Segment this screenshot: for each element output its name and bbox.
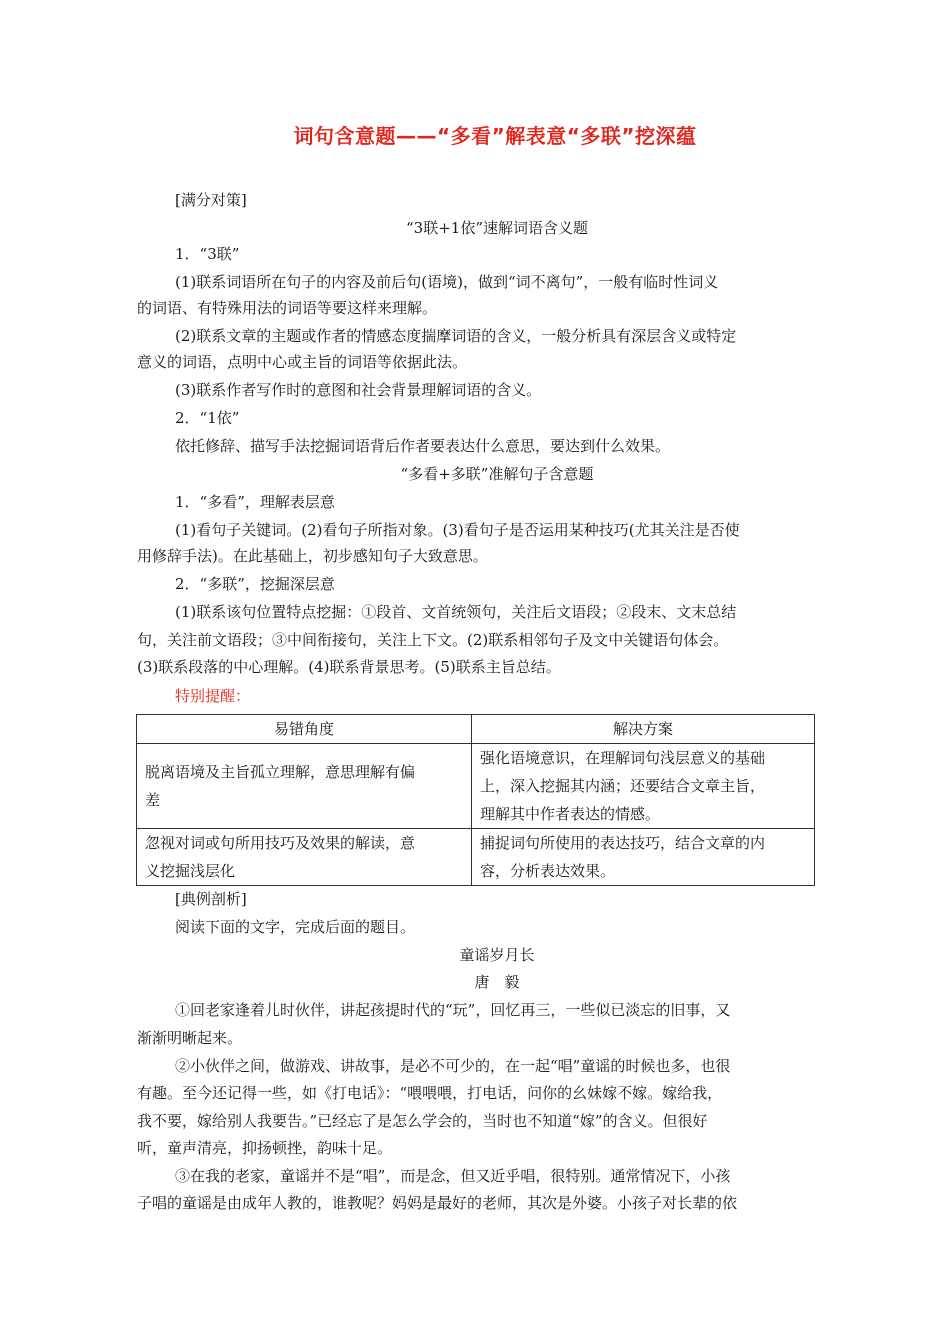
cell-line: 理解其中作者表达的情感。 bbox=[480, 805, 661, 823]
cell-line: 脱离语境及主旨孤立理解，意思理解有偏 bbox=[145, 763, 416, 781]
paragraph-line: 渐渐明晰起来。 bbox=[137, 1029, 243, 1047]
paragraph-line: 用修辞手法)。在此基础上，初步感知句子大致意思。 bbox=[137, 547, 488, 565]
paragraph-line: (1)联系词语所在句子的内容及前后句(语境)，做到“词不离句”，一般有临时性词义 bbox=[175, 273, 719, 291]
paragraph-line: 子唱的童谣是由成年人教的，谁教呢？妈妈是最好的老师，其次是外婆。小孩子对长辈的依 bbox=[137, 1194, 738, 1212]
table-row bbox=[137, 744, 815, 829]
paragraph-line: (1)联系该句位置特点挖掘：①段首、文首统领句，关注后文语段；②段末、文末总结 bbox=[175, 603, 737, 621]
table-cell bbox=[472, 829, 815, 886]
cell-line: 容，分析表达效果。 bbox=[480, 862, 616, 880]
cell-line: 强化语境意识，在理解词句浅层意义的基础 bbox=[480, 749, 766, 767]
table-cell bbox=[137, 744, 472, 829]
tips-table bbox=[136, 714, 815, 886]
paragraph-line: ②小伙伴之间，做游戏、讲故事，是必不可少的，在一起“唱”童谣的时候也多，也很 bbox=[175, 1057, 731, 1075]
table-row bbox=[137, 829, 815, 886]
cell-line: 差 bbox=[145, 791, 161, 809]
point-title: 1．“3联” bbox=[175, 245, 240, 263]
point-title: 2．“1依” bbox=[175, 409, 240, 427]
table-header-row bbox=[137, 715, 815, 744]
article-author: 唐 毅 bbox=[474, 973, 520, 991]
table-cell bbox=[137, 829, 472, 886]
page-title: 词句含意题——“多看”解表意“多联”挖深蕴 bbox=[293, 124, 697, 148]
paragraph-line: 的词语、有特殊用法的词语等要这样来理解。 bbox=[137, 299, 438, 317]
paragraph-line: (2)联系文章的主题或作者的情感态度揣摩词语的含义，一般分析具有深层含义或特定 bbox=[175, 327, 737, 345]
point-title: 1．“多看”，理解表层意 bbox=[175, 493, 335, 511]
table-header-cell: 易错角度 bbox=[137, 715, 472, 744]
subheading-word-meaning: “3联+1依”速解词语含义题 bbox=[406, 219, 588, 237]
section-tag-strategy: [满分对策] bbox=[175, 191, 247, 209]
paragraph-line: 句，关注前文语段；③中间衔接句，关注上下文。(2)联系相邻句子及文中关键语句体会。 bbox=[137, 631, 729, 649]
subheading-sentence-meaning: “多看+多联”准解句子含意题 bbox=[400, 465, 594, 483]
paragraph-line: (3)联系段落的中心理解。(4)联系背景思考。(5)联系主旨总结。 bbox=[137, 658, 561, 676]
special-notice-label: 特别提醒： bbox=[175, 687, 251, 705]
section-tag-example: [典例剖析] bbox=[175, 890, 247, 908]
paragraph-line: (1)看句子关键词。(2)看句子所指对象。(3)看句子是否运用某种技巧(尤其关注是否使 bbox=[175, 521, 740, 539]
paragraph-line: 听，童声清亮，抑扬顿挫，韵味十足。 bbox=[137, 1139, 393, 1157]
paragraph-line: 依托修辞、描写手法挖掘词语背后作者要表达什么意思，要达到什么效果。 bbox=[175, 437, 671, 455]
paragraph-line: (3)联系作者写作时的意图和社会背景理解词语的含义。 bbox=[175, 381, 542, 399]
table-cell bbox=[472, 744, 815, 829]
point-title: 2．“多联”，挖掘深层意 bbox=[175, 575, 335, 593]
paragraph-line: ③在我的老家，童谣并不是“唱”，而是念，但又近乎唱，很特别。通常情况下，小孩 bbox=[175, 1167, 731, 1185]
cell-line: 义挖掘浅层化 bbox=[145, 862, 236, 880]
cell-line: 上，深入挖掘其内涵；还要结合文章主旨， bbox=[480, 777, 766, 795]
paragraph-line: ①回老家逢着儿时伙伴，讲起孩提时代的“玩”，回忆再三，一些似已淡忘的旧事，又 bbox=[175, 1001, 731, 1019]
paragraph-line: 有趣。至今还记得一些，如《打电话》：“喂喂喂，打电话，问你的幺妹嫁不嫁。嫁给我， bbox=[137, 1084, 723, 1102]
paragraph-line: 意义的词语，点明中心或主旨的词语等依据此法。 bbox=[137, 353, 468, 371]
cell-line: 忽视对词或句所用技巧及效果的解读，意 bbox=[145, 834, 416, 852]
paragraph-line: 我不要，嫁给别人我要告。”已经忘了是怎么学会的，当时也不知道“嫁”的含义。但很好 bbox=[137, 1112, 708, 1130]
instruction-line: 阅读下面的文字，完成后面的题目。 bbox=[175, 918, 416, 936]
article-title: 童谣岁月长 bbox=[459, 946, 535, 964]
table-header-cell: 解决方案 bbox=[472, 715, 815, 744]
cell-line: 捕捉词句所使用的表达技巧，结合文章的内 bbox=[480, 834, 766, 852]
